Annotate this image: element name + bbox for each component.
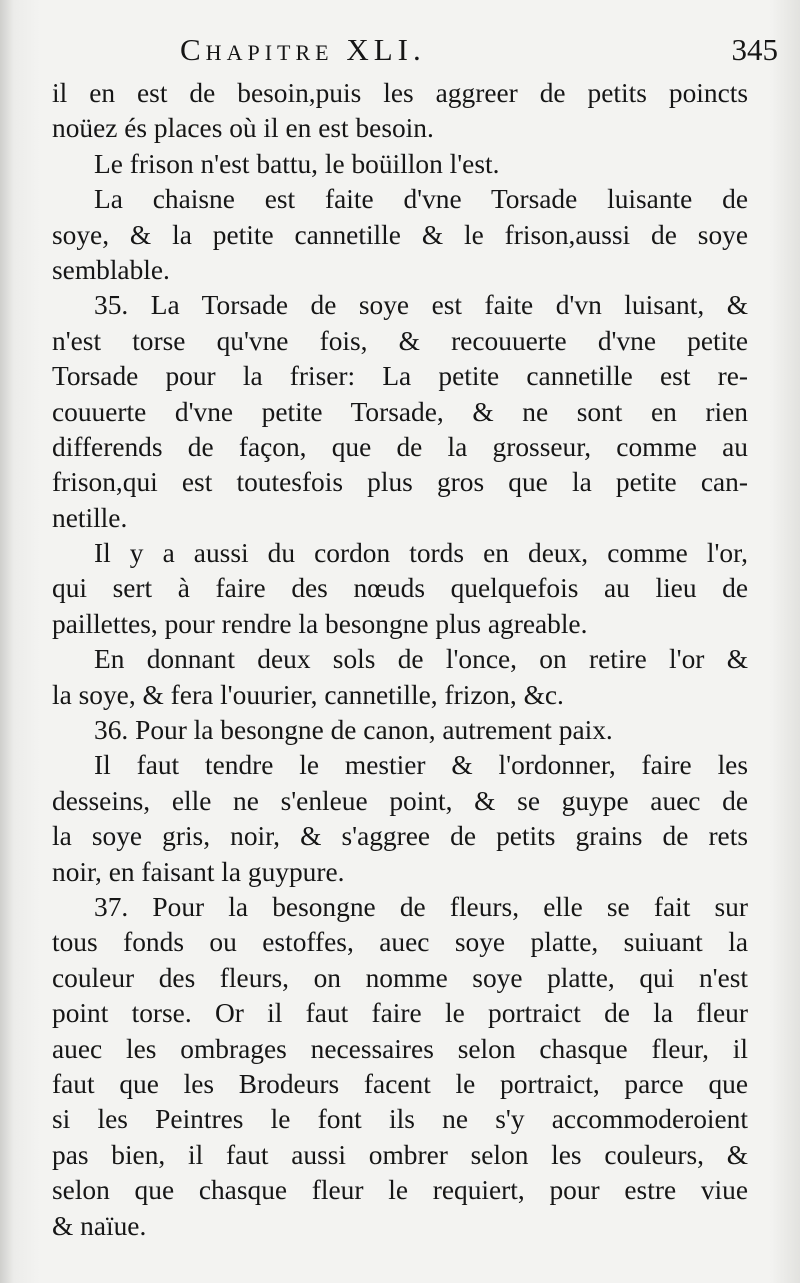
text-line: auec les ombrages necessaires selon chasque fleur, il bbox=[52, 1033, 748, 1064]
text-line: n'est torse qu'vne fois, & recouuerte d'vne petite bbox=[52, 325, 748, 356]
text-line: desseins, elle ne s'enleue point, & se guype auec de bbox=[52, 785, 748, 816]
body-text bbox=[52, 76, 748, 1244]
page-number: 345 bbox=[731, 32, 778, 67]
text-line: Il y a aussi du cordon tords en deux, comme l'or, bbox=[94, 538, 748, 569]
running-header bbox=[180, 32, 778, 72]
text-line: frison,qui est toutesfois plus gros que la petite can- bbox=[52, 467, 748, 498]
text-line: Torsade pour la friser: La petite cannetille est re- bbox=[52, 361, 748, 392]
text-line: tous fonds ou estoffes, auec soye platte, suiuant la bbox=[52, 927, 748, 958]
text-line: semblable. bbox=[52, 254, 170, 285]
text-line: pas bien, il faut aussi ombrer selon les couleurs, & bbox=[52, 1139, 748, 1170]
text-line: couleur des fleurs, on nomme soye platte, qui n'est bbox=[52, 962, 748, 993]
text-line: soye, & la petite cannetille & le frison,aussi de soye bbox=[52, 219, 748, 250]
chapter-heading: Chapitre XLI. bbox=[180, 32, 426, 67]
text-line: noir, en faisant la guypure. bbox=[52, 856, 345, 887]
text-line: 37. Pour la besongne de fleurs, elle se fait sur bbox=[94, 891, 748, 922]
text-line: qui sert à faire des nœuds quelquefois au lieu de bbox=[52, 573, 748, 604]
text-line: & naïue. bbox=[52, 1210, 147, 1241]
text-line: noüez és places où il en est besoin. bbox=[52, 113, 434, 144]
text-line: Il faut tendre le mestier & l'ordonner, faire les bbox=[94, 750, 748, 781]
text-line: 35. La Torsade de soye est faite d'vn luisant, & bbox=[94, 290, 748, 321]
text-line: paillettes, pour rendre la besongne plus agreable. bbox=[52, 608, 588, 639]
text-line: differends de façon, que de la grosseur, comme au bbox=[52, 431, 748, 462]
text-line: faut que les Brodeurs facent le portraict, parce que bbox=[52, 1068, 748, 1099]
text-line: selon que chasque fleur le requiert, pour estre viue bbox=[52, 1175, 748, 1206]
text-line: il en est de besoin,puis les aggreer de petits poincts bbox=[52, 78, 748, 108]
text-line: la soye, & fera l'ouurier, cannetille, frizon, &c. bbox=[52, 679, 564, 710]
text-line: la soye gris, noir, & s'aggree de petits grains de rets bbox=[52, 821, 748, 852]
text-line: En donnant deux sols de l'once, on retire l'or & bbox=[94, 644, 748, 675]
text-line: couuerte d'vne petite Torsade, & ne sont en rien bbox=[52, 396, 748, 427]
text-line: si les Peintres le font ils ne s'y accommoderoient bbox=[52, 1104, 748, 1135]
text-line: 36. Pour la besongne de canon, autrement paix. bbox=[94, 715, 613, 746]
text-line: netille. bbox=[52, 502, 128, 533]
text-line: point torse. Or il faut faire le portraict de la fleur bbox=[52, 998, 748, 1029]
text-line: Le frison n'est battu, le boüillon l'est. bbox=[94, 148, 500, 179]
text-line: La chaisne est faite d'vne Torsade luisante de bbox=[94, 184, 748, 215]
